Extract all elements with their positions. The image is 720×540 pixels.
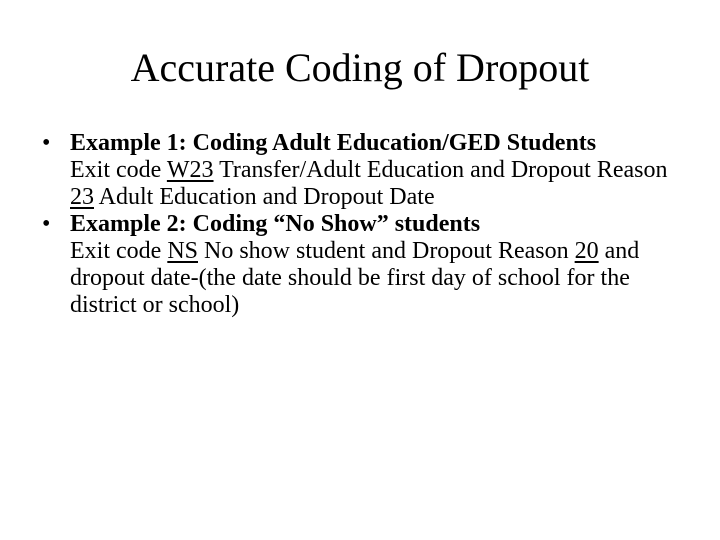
body-text: Transfer/Adult Education and Dropout Reason — [213, 157, 668, 183]
bullet-icon: • — [42, 130, 51, 156]
slide-title: Accurate Coding of Dropout — [130, 45, 590, 90]
body-text: Exit code — [70, 238, 168, 264]
body-text: Exit code — [70, 157, 167, 183]
bullet-item-example-1 — [42, 130, 682, 211]
bullet-list — [42, 130, 682, 319]
bullet-icon: • — [42, 211, 51, 237]
dropout-reason-code: 23 — [70, 184, 94, 210]
bullet-item-example-2 — [42, 211, 682, 319]
bullet-heading: Example 2: Coding “No Show” students — [70, 211, 481, 237]
body-text: and dropout date-(the date should be first day of school for the district or school) — [70, 238, 640, 318]
exit-code: W23 — [166, 157, 214, 183]
bullet-body — [70, 238, 682, 319]
body-text: Adult Education and Dropout Date — [94, 184, 435, 210]
dropout-reason-code: 20 — [574, 238, 599, 264]
body-text: No show student and Dropout Reason — [198, 238, 575, 264]
bullet-body — [70, 157, 682, 211]
bullet-heading: Example 1: Coding Adult Education/GED Students — [70, 130, 597, 156]
exit-code: NS — [167, 238, 198, 264]
